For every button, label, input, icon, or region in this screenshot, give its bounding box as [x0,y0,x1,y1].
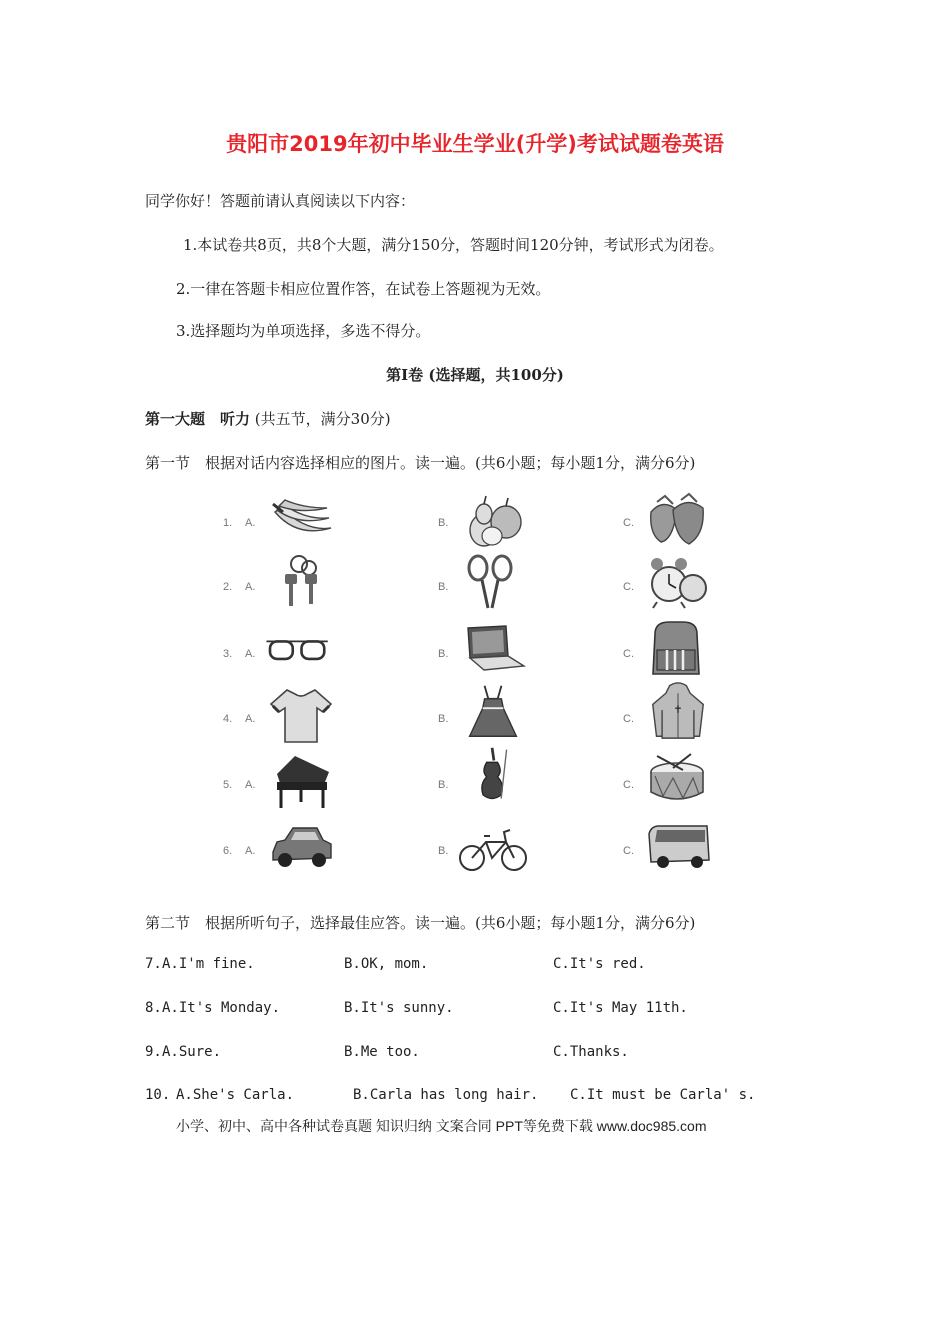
option-b: B.OK, mom. [344,956,429,972]
question-number: 10. [145,1087,171,1103]
question-number: 8. [145,1000,162,1016]
glasses-icon [263,622,333,680]
tshirt-icon [267,686,337,744]
question-number: 3. [223,648,233,660]
scissors-icon [458,554,528,612]
option-c-label: C. [623,581,634,593]
option-b: B.It's sunny. [344,1000,454,1016]
question-number: 7. [145,956,162,972]
picture-question-row [215,818,735,884]
option-a: A.Sure. [162,1044,222,1060]
bicycle-icon [458,820,528,878]
option-c-label: C. [623,713,634,725]
option-a-label: A. [245,845,256,857]
picture-question-row [215,620,735,686]
picture-question-row [215,752,735,818]
option-c-label: C. [623,517,634,529]
option-b-label: B. [438,779,449,791]
option-b-label: B. [438,648,449,660]
laptop-icon [458,622,528,680]
document-title: 贵阳市2019年初中毕业生学业(升学)考试试题卷英语 [226,132,724,156]
car-icon [267,820,337,878]
option-b-label: B. [438,581,449,593]
strawberries-icon [643,490,713,548]
part1-heading [145,408,391,429]
dress-icon [458,682,528,740]
option-b-label: B. [438,713,449,725]
option-b: B.Me too. [344,1044,420,1060]
volume-title: 第Ⅰ卷 (选择题，共100分) [386,366,564,384]
hoodie-icon [643,682,713,740]
question-number: 5. [223,779,233,791]
option-c-label: C. [623,779,634,791]
option-c: C.Thanks. [553,1044,629,1060]
backpack-icon [643,620,713,678]
option-a-label: A. [245,779,256,791]
option-c-label: C. [623,845,634,857]
bus-icon [643,820,713,878]
footer-advertisement: 小学、初中、高中各种试卷真题 知识归纳 文案合同 PPT等免费下载 www.doc985.com [176,1118,707,1134]
question-number: 4. [223,713,233,725]
option-b-label: B. [438,517,449,529]
violin-icon [458,746,528,804]
instruction-3: 3.选择题均为单项选择，多选不得分。 [176,322,431,340]
question-number: 2. [223,581,233,593]
option-b: B.Carla has long hair. [353,1087,539,1103]
picture-question-row [215,488,735,554]
question-number: 1. [223,517,233,529]
pears-icon [458,492,528,550]
option-c-label: C. [623,648,634,660]
bananas-icon [267,492,337,550]
section2-heading: 第二节 根据所听句子，选择最佳应答。读一遍。(共6小题；每小题1分，满分6分) [145,914,696,932]
option-a-label: A. [245,517,256,529]
option-a-label: A. [245,713,256,725]
option-b-label: B. [438,845,449,857]
section1-heading: 第一节 根据对话内容选择相应的图片。读一遍。(共6小题；每小题1分，满分6分) [145,454,696,472]
part1-note: (共五节，满分30分) [254,410,391,428]
option-a: A.It's Monday. [162,1000,281,1016]
instruction-2: 2.一律在答题卡相应位置作答，在试卷上答题视为无效。 [176,280,551,298]
greeting: 同学你好！答题前请认真阅读以下内容： [145,192,416,210]
part1-title: 第一大题 听力 [145,410,251,428]
piano-icon [267,752,337,810]
option-a-label: A. [245,581,256,593]
option-a: A.She's Carla. [176,1087,295,1103]
alarm-clock-icon [643,554,713,612]
option-c: C.It must be Carla' s. [570,1087,756,1103]
option-c: C.It's May 11th. [553,1000,688,1016]
drum-icon [643,752,713,810]
option-a: A.I'm fine. [162,956,255,972]
instruction-1: 1.本试卷共8页，共8个大题，满分150分，答题时间120分钟，考试形式为闭卷。 [183,236,724,254]
picture-question-row [215,554,735,620]
option-c: C.It's red. [553,956,646,972]
option-a-label: A. [245,648,256,660]
picture-question-row [215,686,735,752]
keys-icon [267,554,337,612]
question-number: 9. [145,1044,162,1060]
question-number: 6. [223,845,233,857]
